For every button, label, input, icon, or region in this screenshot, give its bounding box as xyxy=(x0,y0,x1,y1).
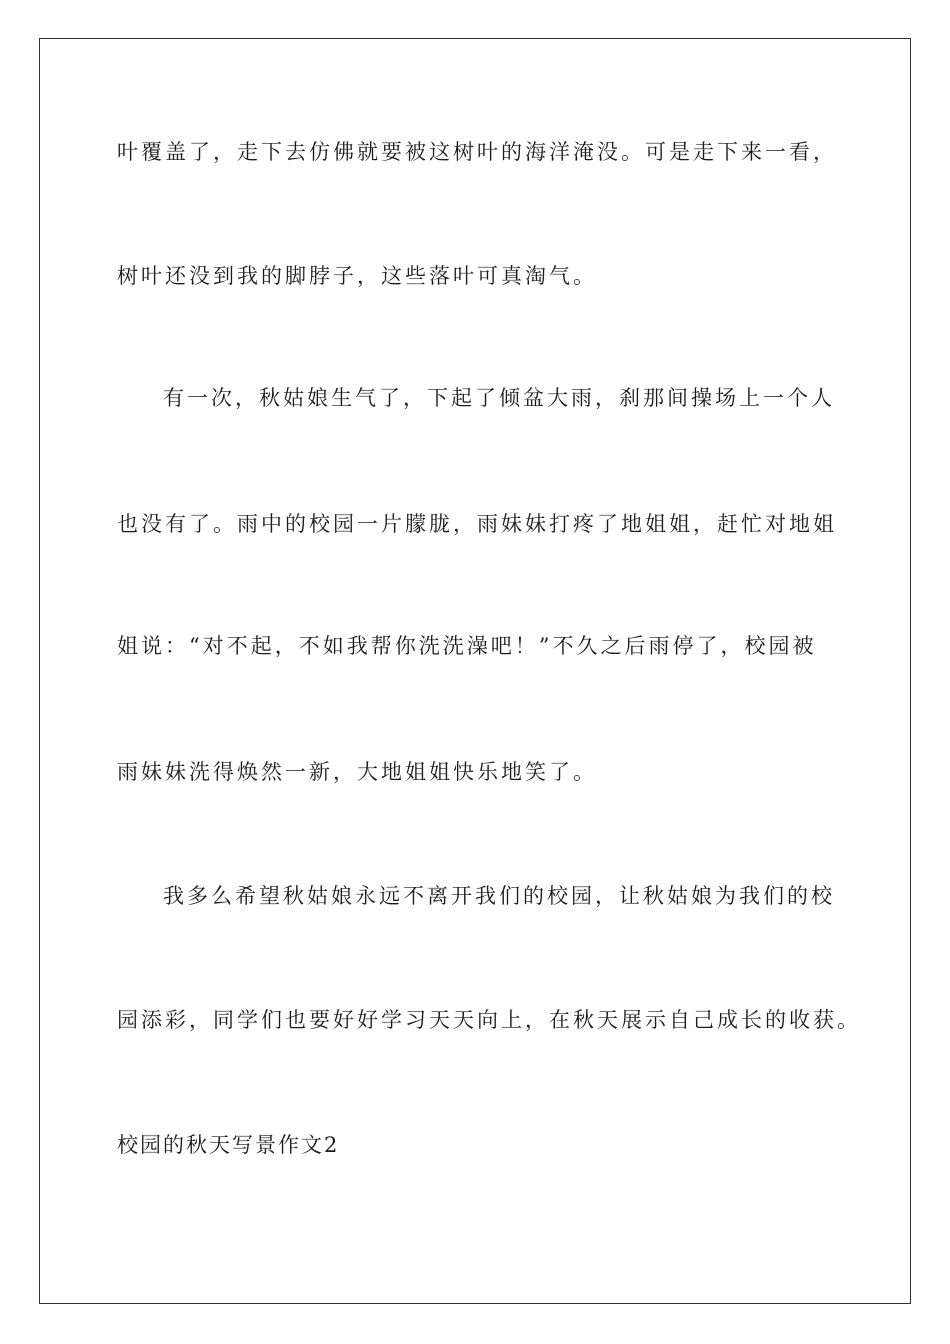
text-line: 也没有了。雨中的校园一片朦胧，雨妹妹打疼了地姐姐，赶忙对地姐 xyxy=(117,512,837,536)
paragraph-start-line: 有一次，秋姑娘生气了，下起了倾盆大雨，刹那间操场上一个人 xyxy=(163,386,835,410)
text-line: 雨妹妹洗得焕然一新，大地姐姐快乐地笑了。 xyxy=(117,760,597,784)
text-line: 树叶还没到我的脚脖子，这些落叶可真淘气。 xyxy=(117,264,597,288)
text-line: 园添彩，同学们也要好好学习天天向上，在秋天展示自己成长的收获。 xyxy=(117,1008,861,1032)
section-heading: 校园的秋天写景作文2 xyxy=(117,1133,340,1157)
page-border xyxy=(39,38,911,1304)
text-line: 姐说：“对不起，不如我帮你洗洗澡吧！”不久之后雨停了，校园被 xyxy=(117,634,817,658)
text-line: 叶覆盖了，走下去仿佛就要被这树叶的海洋淹没。可是走下来一看， xyxy=(117,140,837,164)
paragraph-start-line: 我多么希望秋姑娘永远不离开我们的校园，让秋姑娘为我们的校 xyxy=(163,884,835,908)
